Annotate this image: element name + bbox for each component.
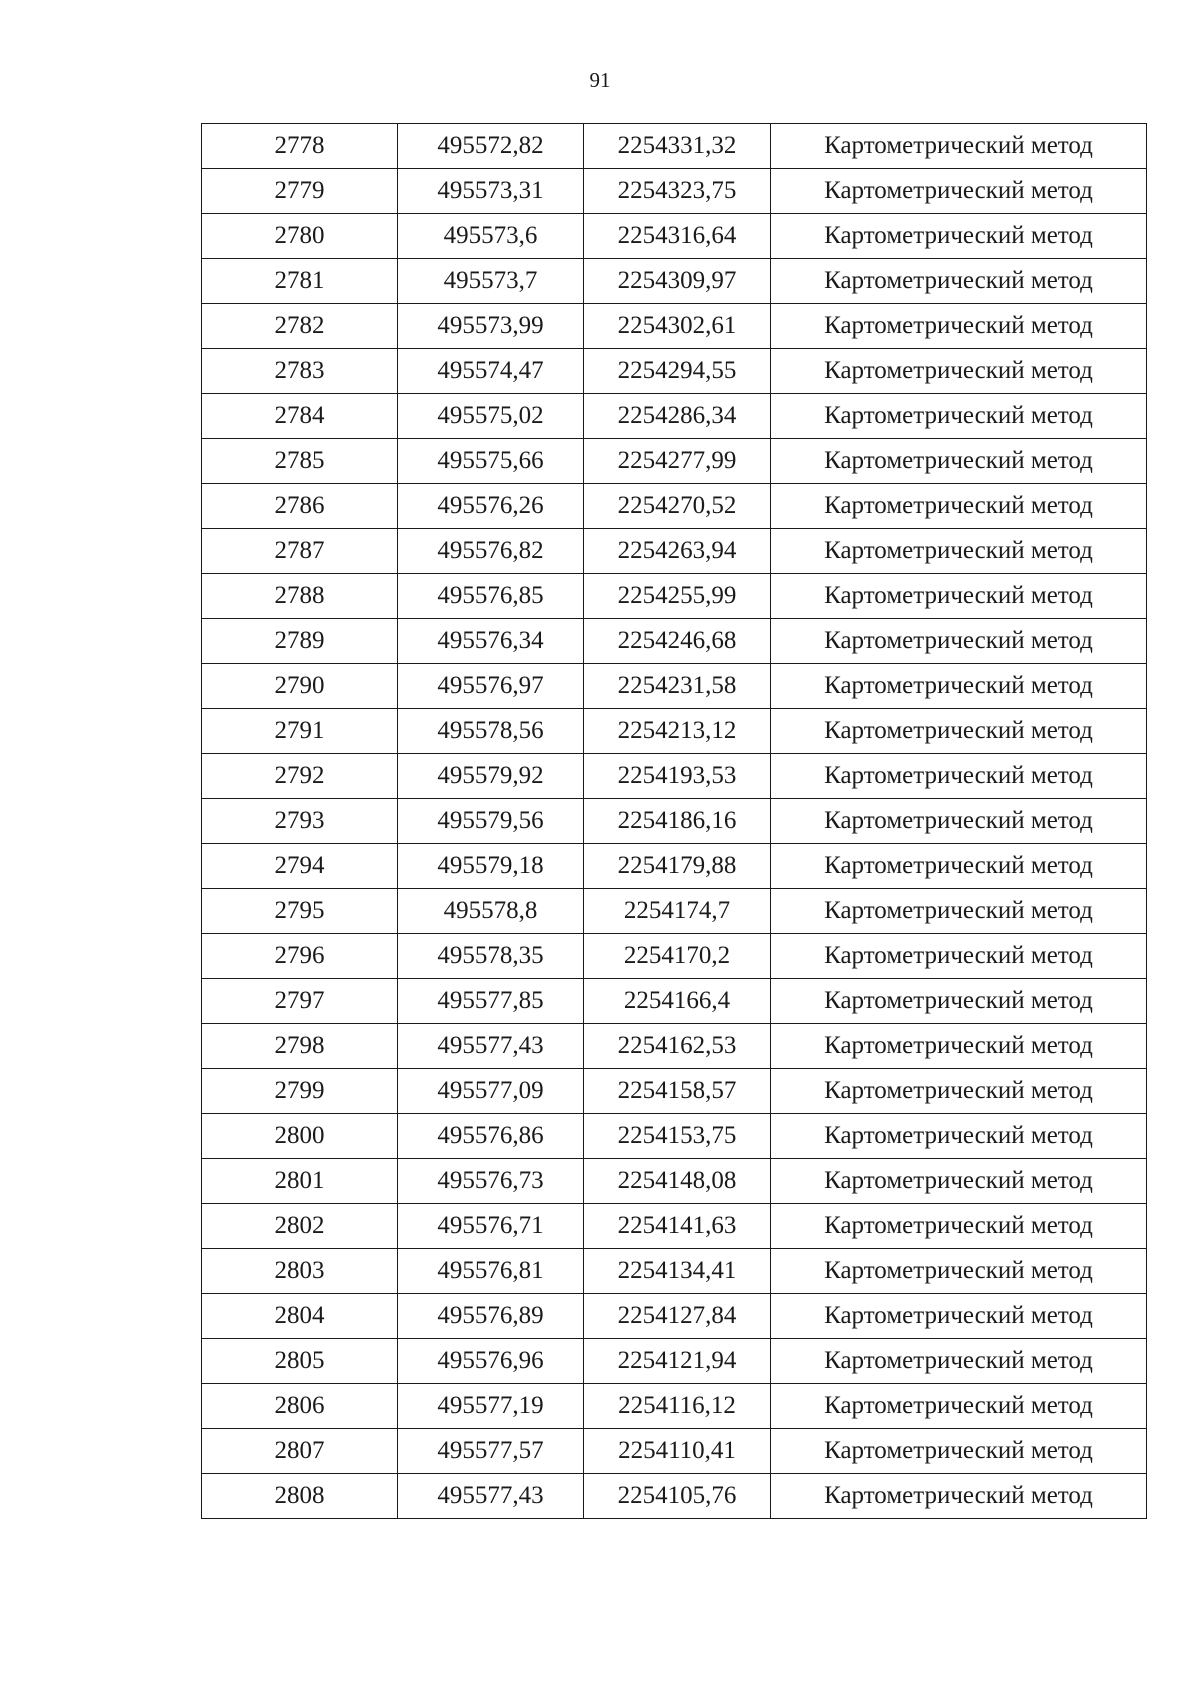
point-number-cell: 2797 [202, 979, 398, 1024]
method-cell: Картометрический метод [771, 934, 1147, 979]
x-coordinate-cell: 495579,92 [398, 754, 584, 799]
method-cell: Картометрический метод [771, 1114, 1147, 1159]
method-cell: Картометрический метод [771, 619, 1147, 664]
y-coordinate-cell: 2254277,99 [584, 439, 771, 484]
table-row [202, 619, 1147, 664]
x-coordinate-cell: 495575,02 [398, 394, 584, 439]
x-coordinate-cell: 495579,18 [398, 844, 584, 889]
x-coordinate-cell: 495576,82 [398, 529, 584, 574]
x-coordinate-cell: 495575,66 [398, 439, 584, 484]
x-coordinate-cell: 495578,56 [398, 709, 584, 754]
table-row [202, 754, 1147, 799]
point-number-cell: 2798 [202, 1024, 398, 1069]
table-row [202, 889, 1147, 934]
point-number-cell: 2808 [202, 1474, 398, 1519]
x-coordinate-cell: 495576,34 [398, 619, 584, 664]
point-number-cell: 2799 [202, 1069, 398, 1114]
method-cell: Картометрический метод [771, 1339, 1147, 1384]
method-cell: Картометрический метод [771, 754, 1147, 799]
x-coordinate-cell: 495572,82 [398, 124, 584, 169]
x-coordinate-cell: 495576,85 [398, 574, 584, 619]
table-row [202, 349, 1147, 394]
y-coordinate-cell: 2254162,53 [584, 1024, 771, 1069]
y-coordinate-cell: 2254148,08 [584, 1159, 771, 1204]
point-number-cell: 2785 [202, 439, 398, 484]
point-number-cell: 2807 [202, 1429, 398, 1474]
y-coordinate-cell: 2254294,55 [584, 349, 771, 394]
method-cell: Картометрический метод [771, 979, 1147, 1024]
table-row [202, 1159, 1147, 1204]
method-cell: Картометрический метод [771, 529, 1147, 574]
point-number-cell: 2788 [202, 574, 398, 619]
table-row [202, 709, 1147, 754]
table-row [202, 1339, 1147, 1384]
x-coordinate-cell: 495578,8 [398, 889, 584, 934]
method-cell: Картометрический метод [771, 304, 1147, 349]
point-number-cell: 2780 [202, 214, 398, 259]
x-coordinate-cell: 495577,85 [398, 979, 584, 1024]
method-cell: Картометрический метод [771, 889, 1147, 934]
method-cell: Картометрический метод [771, 1294, 1147, 1339]
method-cell: Картометрический метод [771, 709, 1147, 754]
y-coordinate-cell: 2254193,53 [584, 754, 771, 799]
point-number-cell: 2778 [202, 124, 398, 169]
y-coordinate-cell: 2254166,4 [584, 979, 771, 1024]
y-coordinate-cell: 2254263,94 [584, 529, 771, 574]
x-coordinate-cell: 495577,19 [398, 1384, 584, 1429]
coordinates-table [201, 123, 1147, 1519]
table-row [202, 1069, 1147, 1114]
x-coordinate-cell: 495576,81 [398, 1249, 584, 1294]
y-coordinate-cell: 2254255,99 [584, 574, 771, 619]
y-coordinate-cell: 2254231,58 [584, 664, 771, 709]
method-cell: Картометрический метод [771, 259, 1147, 304]
method-cell: Картометрический метод [771, 1384, 1147, 1429]
y-coordinate-cell: 2254127,84 [584, 1294, 771, 1339]
method-cell: Картометрический метод [771, 1024, 1147, 1069]
point-number-cell: 2806 [202, 1384, 398, 1429]
point-number-cell: 2789 [202, 619, 398, 664]
method-cell: Картометрический метод [771, 1474, 1147, 1519]
page-number: 91 [589, 68, 611, 92]
table-row [202, 1474, 1147, 1519]
y-coordinate-cell: 2254179,88 [584, 844, 771, 889]
method-cell: Картометрический метод [771, 394, 1147, 439]
table-row [202, 484, 1147, 529]
y-coordinate-cell: 2254141,63 [584, 1204, 771, 1249]
method-cell: Картометрический метод [771, 349, 1147, 394]
point-number-cell: 2792 [202, 754, 398, 799]
x-coordinate-cell: 495573,7 [398, 259, 584, 304]
x-coordinate-cell: 495574,47 [398, 349, 584, 394]
point-number-cell: 2795 [202, 889, 398, 934]
table-body [202, 124, 1147, 1519]
y-coordinate-cell: 2254286,34 [584, 394, 771, 439]
x-coordinate-cell: 495577,57 [398, 1429, 584, 1474]
table-row [202, 304, 1147, 349]
method-cell: Картометрический метод [771, 1429, 1147, 1474]
x-coordinate-cell: 495577,43 [398, 1474, 584, 1519]
y-coordinate-cell: 2254105,76 [584, 1474, 771, 1519]
point-number-cell: 2787 [202, 529, 398, 574]
method-cell: Картометрический метод [771, 1159, 1147, 1204]
table-row [202, 1429, 1147, 1474]
table-row [202, 439, 1147, 484]
y-coordinate-cell: 2254121,94 [584, 1339, 771, 1384]
point-number-cell: 2781 [202, 259, 398, 304]
point-number-cell: 2802 [202, 1204, 398, 1249]
method-cell: Картометрический метод [771, 799, 1147, 844]
method-cell: Картометрический метод [771, 1204, 1147, 1249]
point-number-cell: 2801 [202, 1159, 398, 1204]
y-coordinate-cell: 2254323,75 [584, 169, 771, 214]
x-coordinate-cell: 495573,6 [398, 214, 584, 259]
point-number-cell: 2779 [202, 169, 398, 214]
table-row [202, 394, 1147, 439]
table-row [202, 799, 1147, 844]
y-coordinate-cell: 2254331,32 [584, 124, 771, 169]
point-number-cell: 2804 [202, 1294, 398, 1339]
point-number-cell: 2803 [202, 1249, 398, 1294]
table-row [202, 1204, 1147, 1249]
method-cell: Картометрический метод [771, 1249, 1147, 1294]
table-row [202, 529, 1147, 574]
method-cell: Картометрический метод [771, 1069, 1147, 1114]
table-row [202, 169, 1147, 214]
point-number-cell: 2794 [202, 844, 398, 889]
point-number-cell: 2791 [202, 709, 398, 754]
point-number-cell: 2786 [202, 484, 398, 529]
method-cell: Картометрический метод [771, 214, 1147, 259]
point-number-cell: 2793 [202, 799, 398, 844]
table-row [202, 214, 1147, 259]
y-coordinate-cell: 2254116,12 [584, 1384, 771, 1429]
point-number-cell: 2796 [202, 934, 398, 979]
y-coordinate-cell: 2254309,97 [584, 259, 771, 304]
table-row [202, 664, 1147, 709]
y-coordinate-cell: 2254316,64 [584, 214, 771, 259]
x-coordinate-cell: 495579,56 [398, 799, 584, 844]
table-row [202, 259, 1147, 304]
x-coordinate-cell: 495577,43 [398, 1024, 584, 1069]
table-row [202, 574, 1147, 619]
x-coordinate-cell: 495576,26 [398, 484, 584, 529]
point-number-cell: 2784 [202, 394, 398, 439]
point-number-cell: 2800 [202, 1114, 398, 1159]
y-coordinate-cell: 2254170,2 [584, 934, 771, 979]
x-coordinate-cell: 495576,73 [398, 1159, 584, 1204]
x-coordinate-cell: 495578,35 [398, 934, 584, 979]
method-cell: Картометрический метод [771, 169, 1147, 214]
point-number-cell: 2783 [202, 349, 398, 394]
y-coordinate-cell: 2254302,61 [584, 304, 771, 349]
y-coordinate-cell: 2254110,41 [584, 1429, 771, 1474]
y-coordinate-cell: 2254158,57 [584, 1069, 771, 1114]
table-row [202, 934, 1147, 979]
table-row [202, 979, 1147, 1024]
x-coordinate-cell: 495576,97 [398, 664, 584, 709]
table-row [202, 844, 1147, 889]
x-coordinate-cell: 495577,09 [398, 1069, 584, 1114]
x-coordinate-cell: 495573,99 [398, 304, 584, 349]
method-cell: Картометрический метод [771, 484, 1147, 529]
x-coordinate-cell: 495576,96 [398, 1339, 584, 1384]
point-number-cell: 2805 [202, 1339, 398, 1384]
table-row [202, 1024, 1147, 1069]
y-coordinate-cell: 2254186,16 [584, 799, 771, 844]
method-cell: Картометрический метод [771, 574, 1147, 619]
table-row [202, 1249, 1147, 1294]
y-coordinate-cell: 2254246,68 [584, 619, 771, 664]
y-coordinate-cell: 2254270,52 [584, 484, 771, 529]
x-coordinate-cell: 495576,89 [398, 1294, 584, 1339]
point-number-cell: 2782 [202, 304, 398, 349]
x-coordinate-cell: 495576,71 [398, 1204, 584, 1249]
point-number-cell: 2790 [202, 664, 398, 709]
x-coordinate-cell: 495573,31 [398, 169, 584, 214]
table-row [202, 1114, 1147, 1159]
y-coordinate-cell: 2254153,75 [584, 1114, 771, 1159]
x-coordinate-cell: 495576,86 [398, 1114, 584, 1159]
method-cell: Картометрический метод [771, 124, 1147, 169]
method-cell: Картометрический метод [771, 844, 1147, 889]
y-coordinate-cell: 2254213,12 [584, 709, 771, 754]
table-row [202, 124, 1147, 169]
table-row [202, 1294, 1147, 1339]
y-coordinate-cell: 2254134,41 [584, 1249, 771, 1294]
table-row [202, 1384, 1147, 1429]
method-cell: Картометрический метод [771, 439, 1147, 484]
method-cell: Картометрический метод [771, 664, 1147, 709]
y-coordinate-cell: 2254174,7 [584, 889, 771, 934]
